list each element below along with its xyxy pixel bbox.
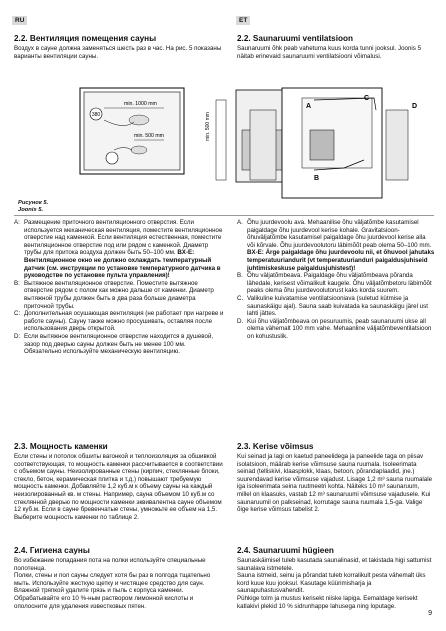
ru-hygiene-section bbox=[14, 546, 224, 610]
figure-caption bbox=[18, 200, 48, 214]
et-item-b: B. Õhu väljatõmbeava. Paigaldage õhu väljatõmbeava põranda lähedale, kerisest võimalikult kaugele. Õhu väljatõmbetoru läbimõõt peaks olema õhu juurdevoolutorust kaks korda suurem. bbox=[237, 272, 432, 295]
ru-ventilation-list bbox=[14, 219, 224, 356]
language-tag-et: ET bbox=[236, 16, 250, 25]
svg-text:380: 380 bbox=[91, 112, 101, 118]
ru-hygiene-text-3: Влажной тряпкой удалите грязь и пыль с корпуса каменки. Обрабатывайте его 10 %-ным раствором лимонной кислоты и ополосните для удаления известковых пятен. bbox=[14, 587, 194, 610]
heater-bottom-marker bbox=[106, 152, 118, 164]
ru-hygiene-text-2: Полки, стены и пол сауны следует хотя бы раз в полгода тщательно мыть. Используйте жесткую щетку и чистящее средство для саун. bbox=[14, 572, 211, 587]
ru-ventilation-text: Воздух в сауне должна заменяться шесть раз в час. На рис. 5 показаны варианты вентиляции сауны. bbox=[14, 45, 222, 60]
dim-1000: min. 1000 mm bbox=[124, 101, 157, 107]
label-a: A bbox=[306, 103, 312, 110]
dim-500a: min. 500 mm bbox=[134, 133, 164, 139]
et-power-text: Kui seinad ja lagi on kaetud paneelidega ja paneelide taga on piisav isolatsioon, määrab kerise võimsuse sauna ruumala. Isoleerimata seinad (telliskivi, klaasplokk, klaas, betoon, põrandaplaadid, jne.) suurendavad kerise võimsuse vajadust. Lisage 1,2 m³ sauna ruumalale iga isoleerimata seina ruutmeetri kohta. Näiteks 10 m³ saunaruum, millel on klaasuks, vastab 12 m³ saunaruumi võimsuse vajadusele. Kui saunaruumil on palkseinad, korrutage sauna ruumala 1,5-ga. Valige õige kerise võimsus tabelist 2. bbox=[237, 453, 433, 514]
ru-item-a: A: Размещение приточного вентиляционного отверстия. Если используется механическая вентиляция, поместите вентиляционное отверстие над каменкой. Если вентиляция естественная, поместите вентиляционное отверстие под или рядом с каменкой. Диаметр трубы для притока воздуха должен быть 50–100 мм. BX-E: Вентиляционное окно не должно охлаждать температурный датчик (см. инструкции по установке температурного датчика в руководстве по установке пульта управления)! bbox=[14, 219, 223, 280]
et-item-a: A. Õhu juurdevoolu ava. Mehaanilise õhu väljatõmbe kasutamisel paigaldage õhu juurdevool kerise kohale. Gravitatsioon-õhuväljatõmbe kasutamisel paigaldage õhu juurdevool kerise alla või kõrvale. Õhu juurdevoolutoru läbimõõt peab olema 50–100 mm. BX-E: Ärge paigaldage õhu juurdevoolu nii, et õhuvool jahutaks temperatuuriandurit (vt temperatuurianduri paigaldusjuhiseid juhtimiskeskuse paigaldusjuhistest)! bbox=[237, 219, 435, 272]
label-c: C bbox=[364, 95, 370, 102]
et-hygiene-text-2: Sauna istmeid, seinu ja põrandat tuleb korralikult pesta vähemalt üks kord kuue kuu jooksul. Kasutage küürimisharja ja saunapuhastusvahendit. bbox=[237, 572, 426, 595]
ru-ventilation-heading: 2.2. Вентиляция помещения сауны bbox=[14, 34, 157, 43]
et-item-d: D. Kui õhu väljatõmbeava on pesuruumis, peab saunaruumi ukse all olema vähemalt 100 mm vahe. Mehaanline väljatõmbeventilatsioon on kohustuslik. bbox=[237, 317, 432, 340]
language-tag-ru: RU bbox=[12, 16, 27, 25]
ru-ventilation-intro bbox=[14, 34, 224, 60]
dim-500b: min. 500 mm bbox=[205, 112, 211, 141]
ru-item-b: B: Вытяжное вентиляционное отверстие. Поместите вытяжное отверстие рядом с полом как можно дальше от каменки. Диаметр вытяжной трубы должен быть в два раза больше диаметра приточной трубы. bbox=[14, 279, 214, 310]
ru-hygiene-text-1: Во избежание попадания пота на полки используйте специальные полотенца. bbox=[14, 557, 206, 572]
et-power-heading: 2.3. Kerise võimsus bbox=[237, 442, 314, 451]
et-ventilation-heading: 2.2. Saunaruumi ventilatsioon bbox=[237, 34, 354, 43]
et-hygiene-heading: 2.4. Saunaruumi hügieen bbox=[237, 546, 334, 555]
figure-caption-et: Joonis 5. bbox=[18, 207, 44, 213]
label-b: B bbox=[314, 175, 320, 182]
page-number: 9 bbox=[428, 610, 432, 617]
ru-power-text: Если стены и потолок обшиты вагонкой и теплоизоляция за обшивкой соответствующая, то мощность каменки рассчитывается в соответствии с объемом сауны. Неизолированные стены (кирпич, стеклянные блоки, стекло, бетон, керамическая плитка и т.д.) повышают требуемую мощность каменки. Добавляйте 1,2 куб.м к объему сауны на каждый неизолированный кв. м стены. Например, сауна объемом 10 куб.м со стеклянной дверью по мощности каменки эквивалентна сауне объемом 12 куб.м. Если в сауне бревенчатые стены, умножьте ее объем на 1,5. Выберите мощность каменки по таблице 2. bbox=[14, 453, 223, 521]
label-d: D bbox=[412, 103, 418, 110]
et-hygiene-section bbox=[237, 546, 435, 610]
figure-caption-ru: Рисунок 5. bbox=[18, 200, 49, 206]
ru-item-d: D: Если вытяжное вентиляционное отверстие находится в душевой, зазор под дверью сауны должен быть не менее 100 мм. Обязательно используйте механическую вентиляцию. bbox=[14, 332, 214, 356]
et-hygiene-text-3: Pühkige tolm ja mustus kerisekt niiske lapiga. Eemaldage kerisekt katlakivi plekid 10 % sidrunhappe lahusega ning loputage. bbox=[237, 594, 418, 610]
ru-hygiene-heading: 2.4. Гигиена сауны bbox=[14, 546, 90, 555]
ru-item-c: C: Дополнительная осушающая вентиляция (не работает при нагреве и работе сауны). Сауну также можно просушивать, оставляя после использования дверь открытой. bbox=[14, 310, 224, 333]
et-power-section bbox=[237, 442, 435, 514]
et-ventilation-intro bbox=[237, 34, 435, 60]
et-item-c: C. Valikuline kuivatamise ventilatsiooniava (suletud kütmise ja saunaskäigu ajal). Sauna saab kuivatada ka saunaskäigu järel ust lahti jättes. bbox=[237, 294, 428, 318]
et-ventilation-list bbox=[237, 219, 435, 341]
et-ventilation-text: Saunaruumi õhk peab vahetuma kuus korda tunni jooksul. Joonis 5 näitab erinevaid saunaruumi ventilatsiooni võimalusi. bbox=[237, 45, 422, 60]
ventilation-diagram bbox=[14, 70, 434, 215]
ventilation-figure bbox=[14, 70, 434, 216]
ru-power-section bbox=[14, 442, 224, 521]
ru-power-heading: 2.3. Мощность каменки bbox=[14, 442, 108, 451]
et-hygiene-text-1: Saunaskäimisel tuleb kasutada saunalinasid, et takistada higi sattumist saunalava istmetele. bbox=[237, 557, 432, 572]
